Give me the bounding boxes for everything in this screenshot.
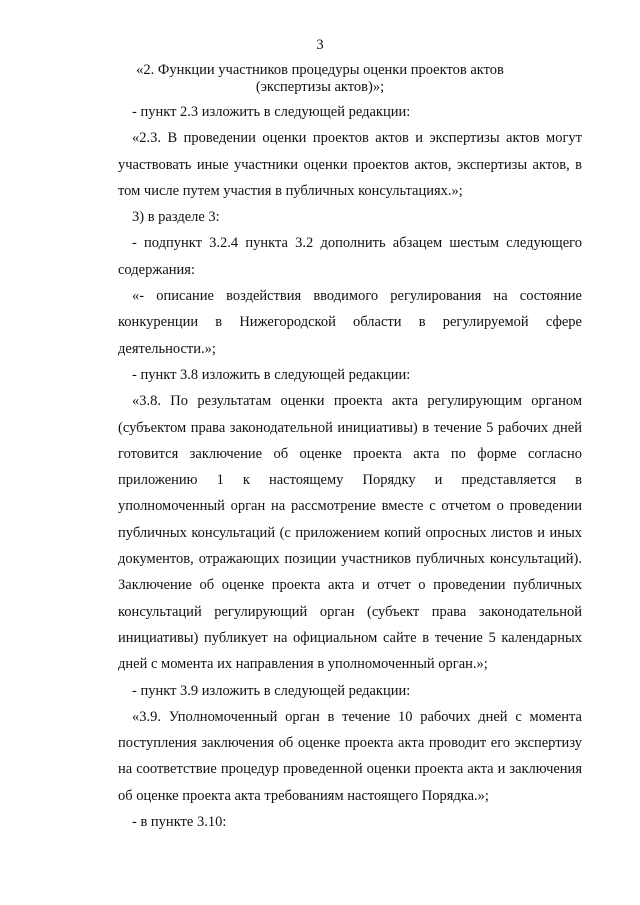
paragraph-item-2-3-intro: - пункт 2.3 изложить в следующей редакции:	[132, 104, 411, 120]
paragraph-subitem-3-2-4: - подпункт 3.2.4 пункта 3.2 дополнить абзацем шестым следующего содержания:	[118, 235, 582, 278]
paragraph-item-3-9-text: «3.9. Уполномоченный орган в течение 10 рабочих дней с момента поступления заключения об оценке проекта акта проводит его экспертизу на соответствие процедур проведенной оценки проекта акта и заключения об оценке проекта акта требованиям настоящего Порядка.»;	[118, 708, 582, 804]
section-heading: «2. Функции участников процедуры оценки проектов актов (экспертизы актов)»;	[136, 62, 504, 95]
paragraph-item-3-8-intro: - пункт 3.8 изложить в следующей редакции:	[132, 366, 411, 383]
page-number: 3	[316, 37, 324, 53]
paragraph-item-2-3-text: «2.3. В проведении оценки проектов актов и экспертизы актов могут участвовать иные участники оценки проектов актов, экспертизы актов, в том числе путем участия в публичных консультациях.»;	[118, 130, 582, 199]
paragraph-item-3-9-intro: - пункт 3.9 изложить в следующей редакции:	[132, 682, 411, 699]
document-body	[118, 99, 582, 835]
paragraph-subitem-3-2-4-text: «- описание воздействия вводимого регулирования на состояние конкуренции в Нижегородской области в регулируемой сфере деятельности.»;	[118, 288, 582, 357]
paragraph-item-3-10-intro: - в пункте 3.10:	[132, 814, 227, 831]
paragraph-item-3-8-text: «3.8. По результатам оценки проекта акта регулирующим органом (субъектом права законодательной инициативы) в течение 5 рабочих дней готовится заключение об оценке проекта акта по форме согласно приложению 1 к настоящему Порядку и представляется в уполномоченный орган на рассмотрение вместе с отчетом о проведении публичных консультаций (с приложением копий опросных листов и иных документов, отражающих позиции участников публичных консультаций). Заключение об оценке проекта акта и отчет о проведении публичных консультаций регулирующий орган (субъект права законодательной инициативы) публикует на официальном сайте в течение 5 календарных дней с момента их направления в уполномоченный орган.»;	[118, 393, 582, 673]
paragraph-section-3: 3) в разделе 3:	[132, 209, 220, 226]
